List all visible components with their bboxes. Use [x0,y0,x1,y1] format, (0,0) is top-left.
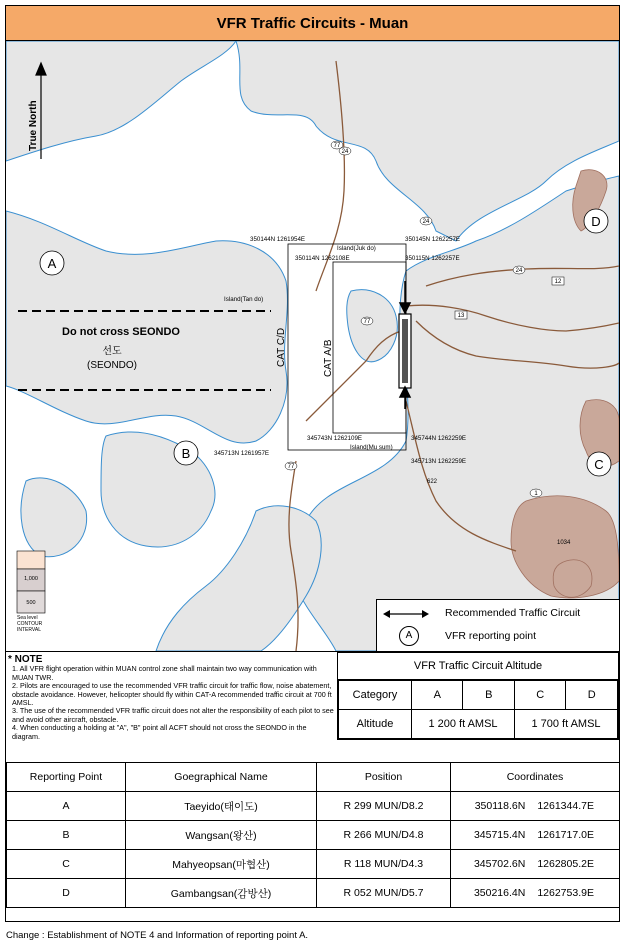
svg-text:13: 13 [457,313,465,319]
reporting-point-a-label: A [47,256,57,271]
chart-title: VFR Traffic Circuits - Muan [5,5,620,41]
note-item: 4. When conducting a holding at "A", "B" point all ACFT should not cross the SEONDO in the diagram. [12,723,307,741]
double-arrow-icon [381,606,431,622]
contour-legend [17,551,45,633]
coord-sw-inner: 345743N 1262109E [307,435,363,442]
coord-sw-outer: 345713N 1261957E [214,450,270,457]
island-tan-label: Island(Tan do) [224,296,264,303]
do-not-cross-label: Do not cross SEONDO [62,326,180,338]
runway [399,314,411,388]
category-cell: A [412,681,463,710]
contour-caption-2: CONTOUR [17,621,43,627]
table-cell: R 118 MUN/D4.3 [317,850,451,879]
road-label [552,277,564,285]
note-item: 2. Pilots are encouraged to use the recommended VFR traffic circuit for traffic flow, noise abatement, obstacle avoidance. However, helicopter should fly within CAT-A recommended traffic circuit at 700 ft AMSL. [12,681,332,708]
svg-text:77: 77 [287,464,295,470]
altitude-grid [338,680,618,739]
seondo-english: (SEONDO) [87,360,137,371]
altitude-table-title: VFR Traffic Circuit Altitude [338,653,618,680]
road-label [420,217,432,225]
table-cell: C [7,850,126,879]
altitude-cell: 1 200 ft AMSL [412,710,515,739]
island-mu-label: Island(Mu sum) [350,444,393,451]
road-label [427,479,438,485]
legend-circuit-label: Recommended Traffic Circuit [445,607,581,619]
cat-cd-label: CAT C/D [276,327,287,367]
column-header: Position [317,763,451,792]
table-cell: R 266 MUN/D4.8 [317,821,451,850]
change-note: Change : Establishment of NOTE 4 and Information of reporting point A. [6,930,309,941]
reporting-point-c-label: C [594,457,604,472]
column-header: Goegraphical Name [126,763,317,792]
svg-text:12: 12 [554,279,562,285]
altitude-table [337,652,619,740]
note-item: 1. All VFR flight operation within MUAN control zone shall maintain two way communication with MUAN TWR. [12,664,317,682]
table-cell: 1262753.9E [531,879,619,908]
reporting-point-symbol: A [399,626,419,646]
road-label [513,266,525,274]
table-cell: Mahyeopsan(마협산) [126,850,317,879]
island-juk-label: Island(Juk do) [337,245,376,252]
cat-ab-label: CAT A/B [323,339,334,377]
reporting-points-table [6,762,620,908]
elevation-label: 1034 [557,540,571,546]
svg-text:24: 24 [515,268,523,274]
column-header: Coordinates [451,763,620,792]
svg-text:24: 24 [422,219,430,225]
road-label [530,489,542,497]
table-cell: 345715.4N [451,821,532,850]
coord-nw-outer: 350144N 1261954E [250,236,306,243]
legend-reporting-label: VFR reporting point [445,630,537,642]
reporting-point-b-label: B [181,446,191,461]
svg-text:622: 622 [426,479,438,485]
map [6,41,619,651]
contour-caption-1: Sea level [17,615,38,621]
north-label: True North [28,100,39,151]
road-label [455,311,467,319]
contour-1000: 1,000 [24,576,38,582]
svg-text:77: 77 [333,143,341,149]
coord-se-outer: 345713N 1262259E [411,458,467,465]
column-header: Reporting Point [7,763,126,792]
table-cell: A [7,792,126,821]
terrain-peak [553,560,592,598]
reporting-point-d-label: D [591,214,601,229]
table-row [7,821,620,850]
table-header-row [7,763,620,792]
seondo-korean: 선도 [102,346,122,357]
table-cell: 350216.4N [451,879,532,908]
table-cell: Taeyido(태이도) [126,792,317,821]
altitude-label: Altitude [339,710,412,739]
table-row [7,792,620,821]
coord-ne-inner: 350115N 1262257E [405,255,460,262]
altitude-cell: 1 700 ft AMSL [514,710,617,739]
table-cell: D [7,879,126,908]
coord-ne-outer: 350145N 1262257E [405,236,461,243]
svg-text:1: 1 [534,491,538,497]
table-cell: 1261344.7E [531,792,619,821]
map-legend [376,599,619,651]
svg-text:77: 77 [363,319,371,325]
coord-nw-inner: 350114N 1262108E [295,255,350,262]
legend-reporting [377,626,620,646]
table-cell: R 052 MUN/D5.7 [317,879,451,908]
table-cell: 350118.6N [451,792,532,821]
table-cell: 1262805.2E [531,850,619,879]
table-cell: 345702.6N [451,850,532,879]
coord-se-inner: 345744N 1262259E [411,435,467,442]
notes-header: * NOTE [8,654,43,665]
legend-circuit [377,604,620,624]
category-cell: C [514,681,565,710]
table-row [7,850,620,879]
table-cell: B [7,821,126,850]
category-cell: D [566,681,618,710]
category-cell: B [463,681,515,710]
table-cell: Wangsan(왕산) [126,821,317,850]
svg-text:24: 24 [341,149,349,155]
category-label: Category [339,681,412,710]
notes [8,656,336,741]
table-cell: R 299 MUN/D8.2 [317,792,451,821]
contour-500: 500 [26,600,36,606]
notes-list [8,665,336,741]
road-label [339,147,351,155]
road-label [285,462,297,470]
road-label [361,317,373,325]
table-row [7,879,620,908]
table-cell: Gambangsan(감방산) [126,879,317,908]
contour-caption-3: INTERVAL [17,627,41,633]
table-cell: 1261717.0E [531,821,619,850]
note-item: 3. The use of the recommended VFR traffic circuit does not alter the responsibility of each pilot to see and avoid other aircraft, obstacle. [12,706,334,724]
